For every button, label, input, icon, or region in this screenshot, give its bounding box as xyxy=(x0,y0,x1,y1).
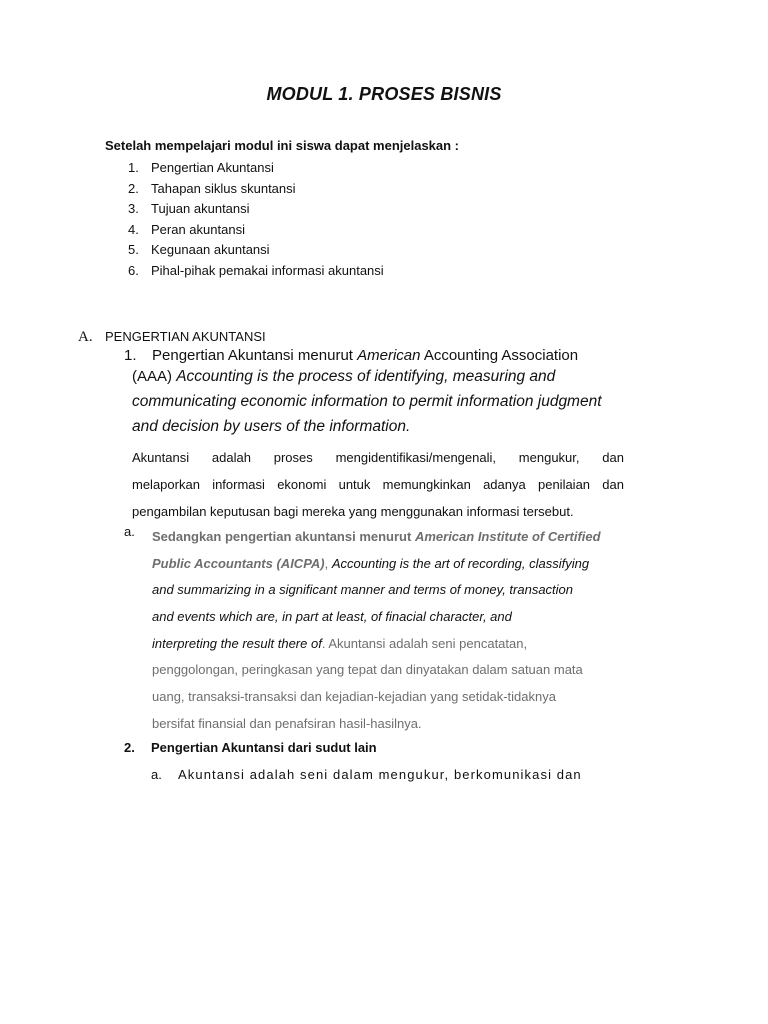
document-page: MODUL 1. PROSES BISNIS Setelah mempelajari modul ini siswa dapat menjelaskan : 1. Pengertian Akuntansi 2. Tahapan siklus skuntansi 3. Tujuan akuntansi 4. Peran akuntansi 5. Kegunaan akuntansi 6. Pihal-pihak pemakai informasi akuntansi A. PENGERTIAN AKUNTANSI 1. Pengertian Akuntansi menurut American Accounting Association (AAA) Accounting is the process of identifying, measuring and communicating economic information to permit information judgment and decision by users of the information. Akuntansi adalah proses mengidentifikasi/mengenali, mengukur, dan melaporkan informasi ekonomi untuk memungkinkan adanya penilaian dan pengambilan keputusan bagi mereka yang menggunakan informasi tersebut. a. Sedangkan pengertian akuntansi menurut American Institute of Certified Public Accountants (AICPA), Accounting is the art of recording, classifying and summarizing in a significant manner and terms of money, transaction and events which are, in part at least, of finacial character, and interpreting the result there of. Akuntansi adalah seni pencatatan, penggolongan, peringkasan yang tepat dan dinyatakan dalam satuan mata uang, transaksi-transaksi dan kejadian-kejadian yang setidak-tidaknya bersifat finansial dan penafsiran hasil-hasilnya. 2. Pengertian Akuntansi dari sudut lain a. Akuntansi adalah seni dalam mengukur, berkomunikasi dan xyxy=(0,0,768,1024)
section-heading xyxy=(78,329,266,346)
sub-label: a. xyxy=(124,524,135,539)
point-number: 2. xyxy=(124,740,135,755)
point-number: 1. xyxy=(124,347,137,364)
list-item: 5. Kegunaan akuntansi xyxy=(128,242,270,257)
definition-text: Accounting is the process of identifying, measuring and xyxy=(176,368,556,385)
indonesian-definition: Akuntansi adalah proses mengidentifikasi/mengenali, mengukur, dan melaporkan informasi ekonomi untuk memungkinkan adanya penilaian dan pengambilan keputusan bagi mereka yang menggunakan informasi tersebut. xyxy=(132,450,624,519)
list-item: 1. Pengertian Akuntansi xyxy=(128,160,274,175)
intro-text: Setelah mempelajari modul ini siswa dapat menjelaskan : xyxy=(105,138,460,153)
point-2 xyxy=(124,740,377,755)
list-item: 6. Pihal-pihak pemakai informasi akuntansi xyxy=(128,262,384,278)
list-item: 2. Tahapan siklus skuntansi xyxy=(128,180,296,196)
section-title: PENGERTIAN AKUNTANSI xyxy=(105,329,266,344)
sub-label: a. xyxy=(151,767,162,782)
objectives-list xyxy=(128,158,384,281)
aaa-label: (AAA) xyxy=(132,368,177,385)
list-item: 3. Tujuan akuntansi xyxy=(128,201,250,216)
point-2a: a. Akuntansi adalah seni dalam mengukur, berkomunikasi dan xyxy=(151,767,582,782)
point-2-title: Pengertian Akuntansi dari sudut lain xyxy=(151,740,377,755)
list-item: 4. Peran akuntansi xyxy=(128,221,245,237)
page-title: MODUL 1. PROSES BISNIS xyxy=(266,84,502,104)
section-letter: A. xyxy=(78,329,93,345)
point-1: 1. Pengertian Akuntansi menurut American Accounting Association (AAA) Accounting is the process of identifying, measuring and communicating economic information to permit information judgment and decision by users of the information. xyxy=(124,347,602,435)
